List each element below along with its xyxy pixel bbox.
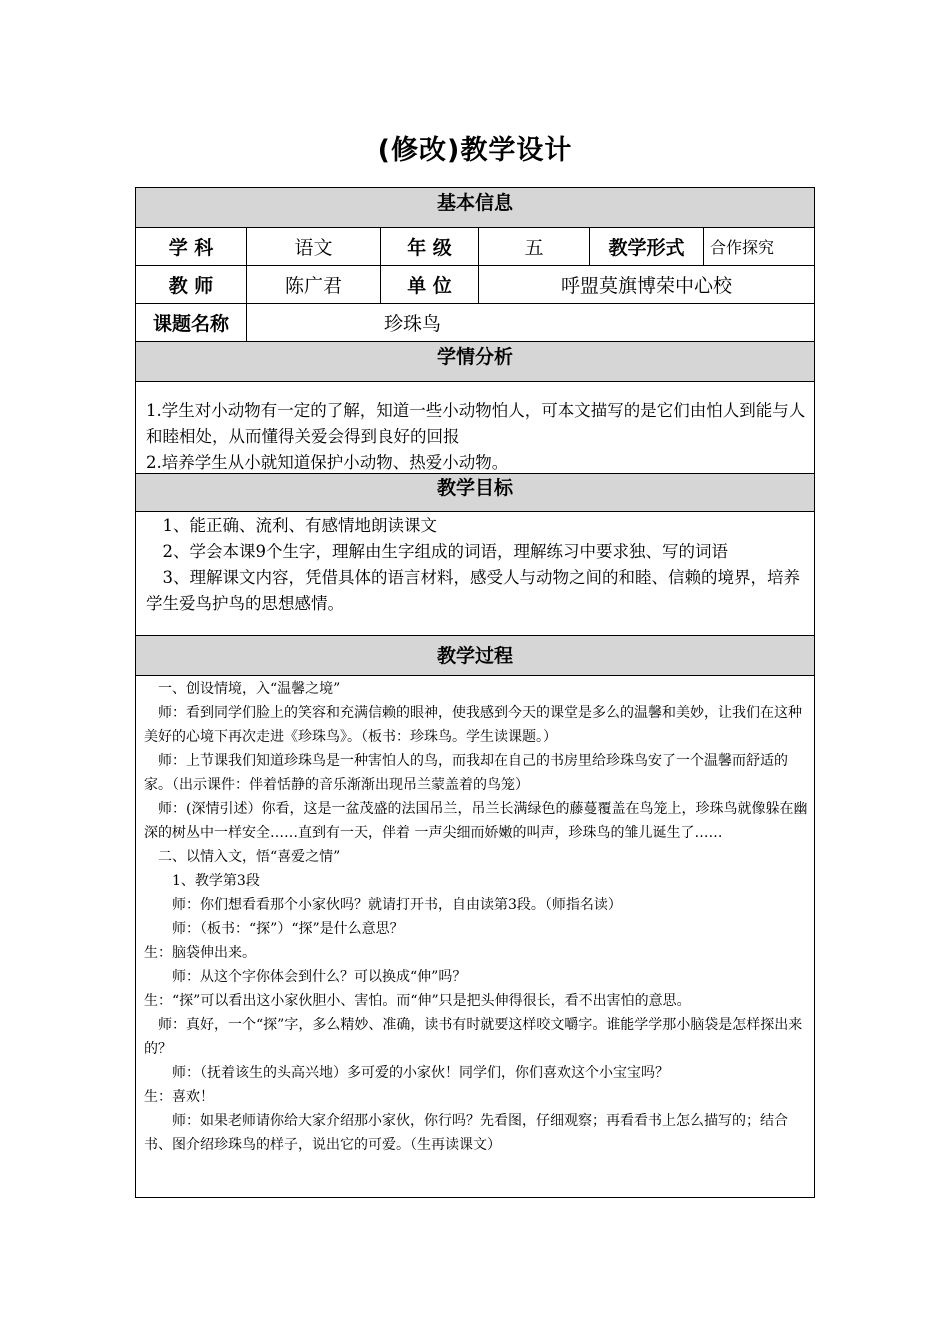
subject-value: 语文 [247,228,381,265]
lesson-plan-table [135,187,815,1198]
unit-value: 呼盟莫旗博荣中心校 [560,275,732,297]
process-paragraph: 二、以情入文，悟“喜爱之情” [144,849,341,865]
process-paragraph: 师：上节课我们知道珍珠鸟是一种害怕人的鸟，而我却在自己的书房里给珍珠鸟安了一个温馨而舒适的家。（出示课件：伴着恬静的音乐渐渐出现吊兰蒙盖着的鸟笼） [144,753,788,793]
analysis-body [136,382,814,474]
process-paragraph: 师：从这个字你体会到什么？可以换成“伸”吗？ [144,969,467,985]
lesson-value: 珍珠鸟 [384,313,442,335]
goals-header [136,474,814,512]
teacher-label: 教 师 [136,266,247,303]
goal-item: 2、学会本课9个生字，理解由生字组成的词语，理解练习中要求独、写的词语 [146,542,728,561]
process-paragraph: 师：（抚着该生的头高兴地）多可爱的小家伙！同学们，你们喜欢这个小宝宝吗？ [144,1065,669,1081]
teacher-value: 陈广君 [247,266,381,303]
analysis-paragraph: 2.培养学生从小就知道保护小动物、热爱小动物。 [146,453,509,472]
unit-label: 单 位 [381,266,479,303]
process-header [136,636,814,676]
grade-value: 五 [479,228,590,265]
page-title: (修改)教学设计 [377,135,573,166]
basic-info-header [136,188,814,228]
grade-label: 年 级 [381,228,479,265]
basic-info-row-1 [136,228,814,266]
process-paragraph: 1、教学第3段 [144,873,260,889]
analysis-header-text: 学情分析 [436,346,513,368]
basic-info-header-text: 基本信息 [436,192,513,214]
goals-body [136,512,814,636]
process-paragraph: 师：看到同学们脸上的笑容和充满信赖的眼神，使我感到今天的课堂是多么的温馨和美妙，让我们在这种美好的心境下再次走进《珍珠鸟》。（板书：珍珠鸟。学生读课题。） [144,705,802,745]
analysis-header [136,342,814,382]
analysis-paragraph: 1.学生对小动物有一定的了解，知道一些小动物怕人，可本文描写的是它们由怕人到能与人和睦相处，从而懂得关爱会得到良好的回报 [146,401,806,446]
goal-item: 1、能正确、流利、有感情地朗读课文 [146,516,437,535]
form-value: 合作探究 [710,238,775,257]
lesson-label: 课题名称 [136,304,247,341]
process-paragraph: 生：喜欢！ [144,1089,214,1105]
process-paragraph: 师：(深情引述）你看，这是一盆茂盛的法国吊兰，吊兰长满绿色的藤蔓覆盖在鸟笼上，珍珠鸟就像躲在幽深的树丛中一样安全……直到有一天，伴着 一声尖细而娇嫩的叫声，珍珠鸟的雏儿诞生了…… [144,801,808,841]
basic-info-row-3 [136,304,814,342]
form-label: 教学形式 [590,228,704,265]
process-body [136,676,814,1197]
process-paragraph: 生：“探”可以看出这小家伙胆小、害怕。而“伸”只是把头伸得很长，看不出害怕的意思。 [144,993,691,1009]
subject-label: 学 科 [136,228,247,265]
process-paragraph: 师：如果老师请你给大家介绍那小家伙，你行吗？先看图，仔细观察；再看看书上怎么描写的；结合书、图介绍珍珠鸟的样子，说出它的可爱。（生再读课文） [144,1113,788,1153]
process-paragraph: 一、创设情境，入“温馨之境” [144,681,341,697]
process-paragraph: 师：你们想看看那个小家伙吗？就请打开书，自由读第3段。（师指名读） [144,897,622,913]
goal-item: 3、理解课文内容，凭借具体的语言材料，感受人与动物之间的和睦、信赖的境界，培养学生爱鸟护鸟的思想感情。 [146,568,800,613]
process-paragraph: 师：真好，一个“探”字，多么精妙、准确，读书有时就要这样咬文嚼字。谁能学学那小脑袋是怎样探出来的？ [144,1017,803,1057]
process-paragraph: 生：脑袋伸出来。 [144,945,256,961]
process-paragraph: 师：（板书：“探”）“探”是什么意思？ [144,921,404,937]
process-header-text: 教学过程 [436,645,513,667]
goals-header-text: 教学目标 [436,477,513,499]
basic-info-row-2 [136,266,814,304]
